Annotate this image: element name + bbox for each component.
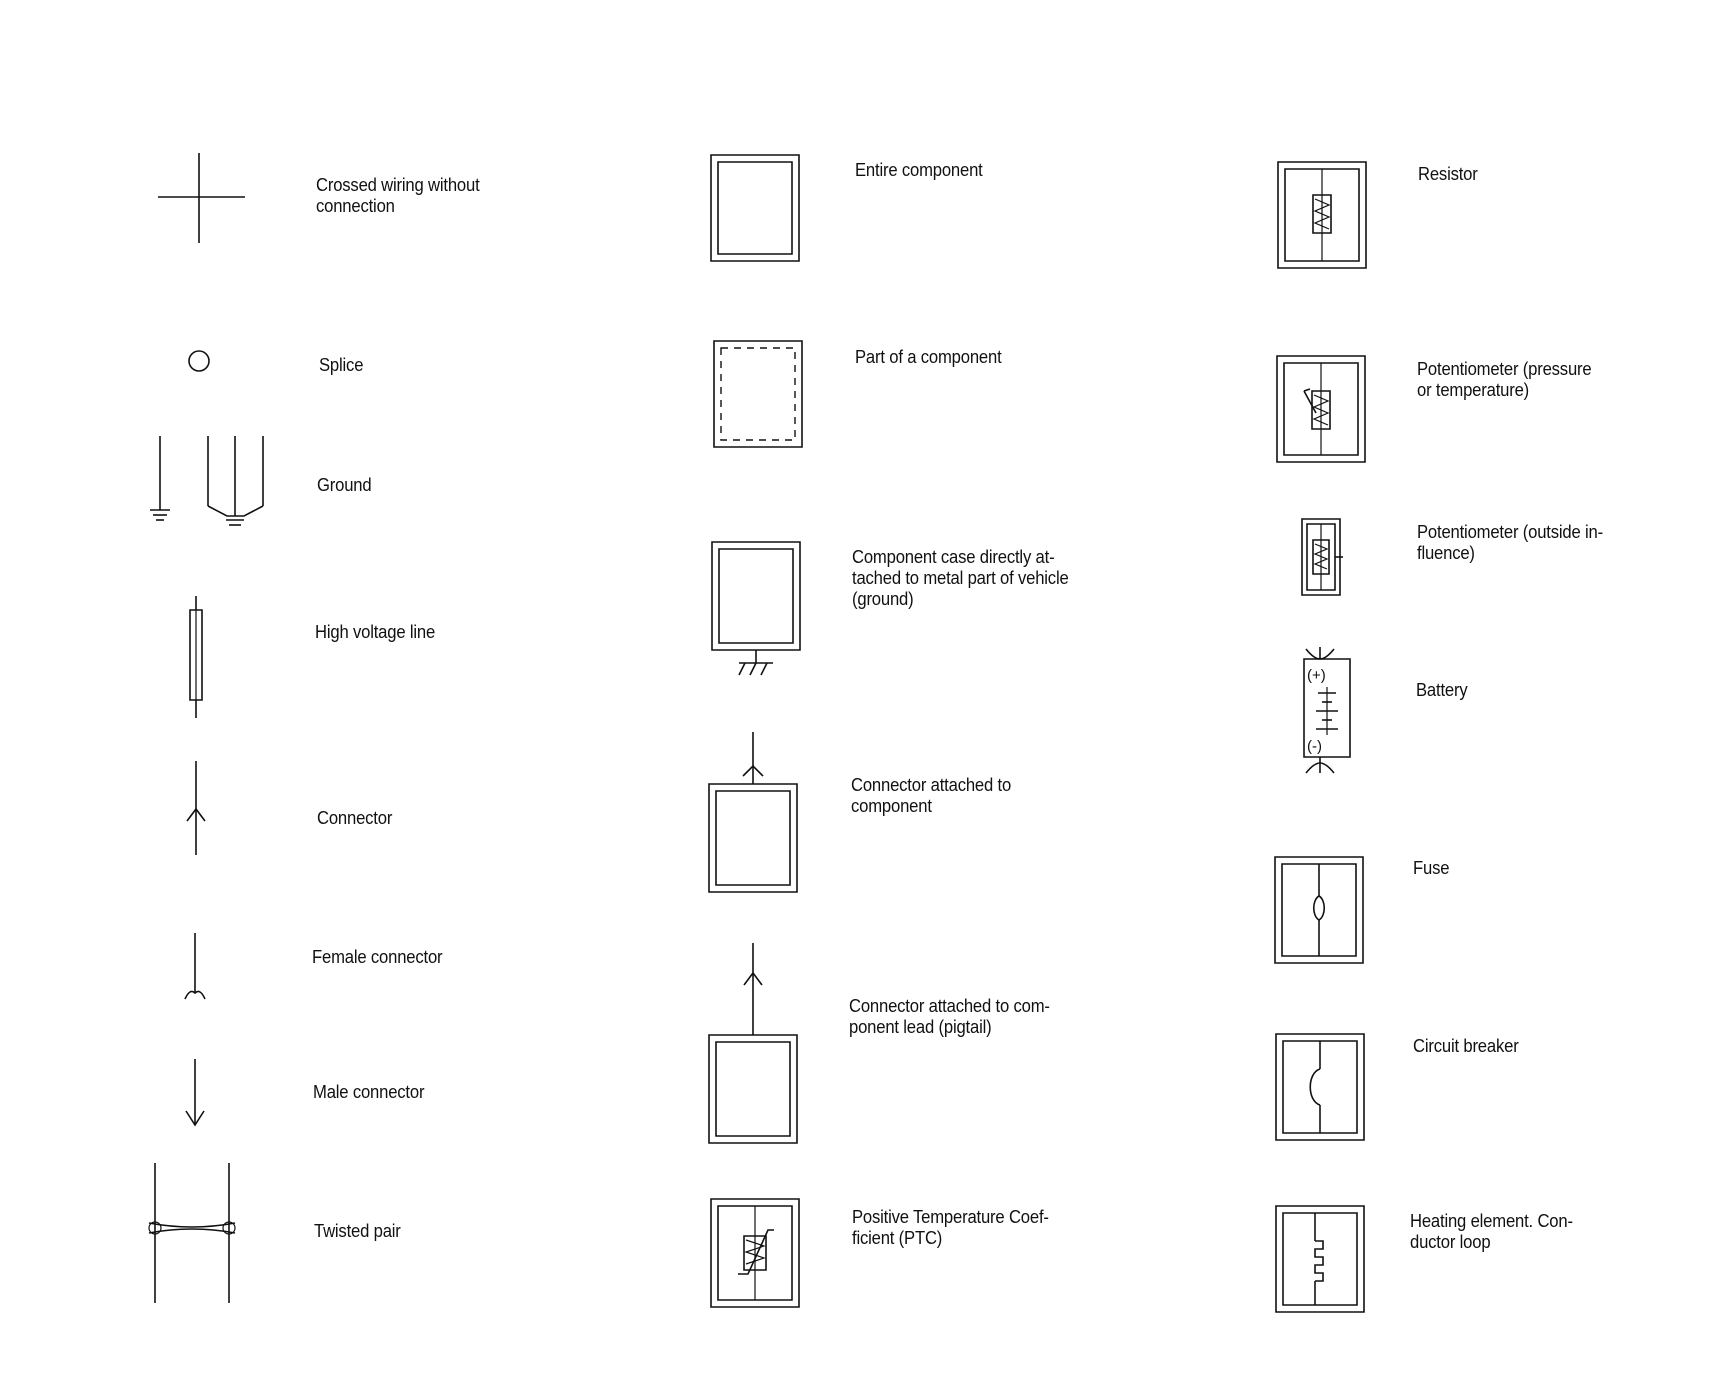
label-high-voltage-line: High voltage line (315, 621, 436, 642)
connector-icon (183, 761, 209, 857)
male-connector-icon (182, 1059, 208, 1129)
splice-icon (187, 349, 211, 373)
heating-element-icon (1275, 1205, 1367, 1315)
label-connector-attached-to-component: Connector attached to component (851, 774, 1012, 816)
potentiometer-outside-icon (1301, 518, 1345, 598)
fuse-icon (1274, 856, 1366, 966)
label-ptc: Positive Temperature Coef- ficient (PTC) (852, 1206, 1049, 1248)
connector-on-component-icon (708, 732, 800, 896)
high-voltage-line-icon (186, 596, 206, 720)
ground-icon (145, 434, 267, 530)
female-connector-icon (182, 933, 208, 1003)
label-part-of-component: Part of a component (855, 346, 1002, 367)
battery-positive-label: (+) (1307, 667, 1326, 684)
label-splice: Splice (319, 354, 364, 375)
label-component-case-grounded: Component case directly at- tached to metal part of vehicle (ground) (852, 546, 1069, 609)
label-twisted-pair: Twisted pair (314, 1220, 401, 1241)
connector-pigtail-icon (708, 943, 800, 1145)
label-potentiometer-pressure: Potentiometer (pressure or temperature) (1417, 358, 1592, 400)
potentiometer-pressure-icon (1276, 355, 1368, 465)
label-potentiometer-outside: Potentiometer (outside in- fluence) (1417, 521, 1603, 563)
label-female-connector: Female connector (312, 946, 443, 967)
label-circuit-breaker: Circuit breaker (1413, 1035, 1519, 1056)
part-of-component-icon (713, 340, 805, 450)
ptc-icon (710, 1198, 802, 1310)
label-heating-element: Heating element. Con- ductor loop (1410, 1210, 1573, 1252)
label-fuse: Fuse (1413, 857, 1450, 878)
twisted-pair-icon (145, 1163, 239, 1307)
label-ground: Ground (317, 474, 372, 495)
label-crossed-wiring: Crossed wiring without connection (316, 174, 480, 216)
component-case-ground-icon (711, 541, 805, 679)
crossed-wiring-icon (155, 153, 247, 245)
entire-component-icon (710, 154, 802, 264)
label-connector-pigtail: Connector attached to com- ponent lead (pigtail) (849, 995, 1050, 1037)
label-entire-component: Entire component (855, 159, 983, 180)
resistor-icon (1277, 161, 1369, 271)
label-battery: Battery (1416, 679, 1468, 700)
label-resistor: Resistor (1418, 163, 1478, 184)
label-male-connector: Male connector (313, 1081, 425, 1102)
battery-icon (1300, 647, 1358, 775)
battery-negative-label: (-) (1307, 738, 1322, 755)
label-connector: Connector (317, 807, 393, 828)
circuit-breaker-icon (1275, 1033, 1367, 1143)
